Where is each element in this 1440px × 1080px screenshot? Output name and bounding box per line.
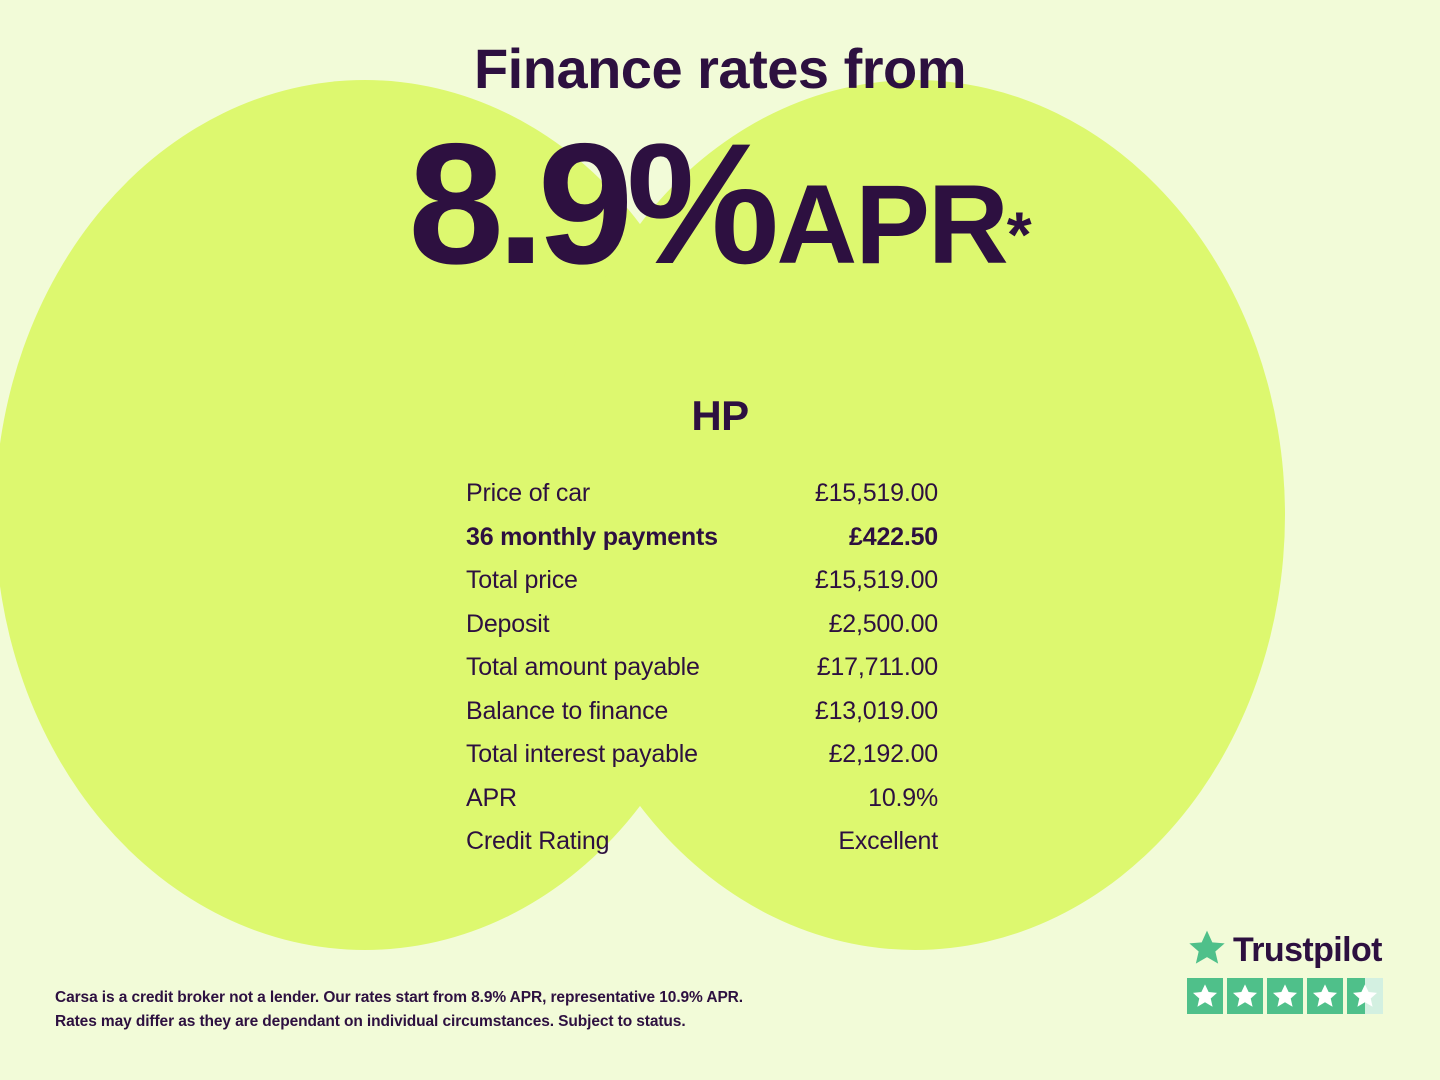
row-label: Deposit — [466, 609, 550, 638]
row-value: £2,192.00 — [828, 740, 938, 768]
table-row — [466, 820, 938, 864]
row-label: Total price — [466, 566, 578, 594]
disclaimer-line-1: Carsa is a credit broker not a lender. Our rates start from 8.9% APR, representative 10.9% APR. — [55, 989, 743, 1006]
row-value: 10.9% — [868, 783, 938, 812]
rate-value: 8.9% — [408, 108, 773, 300]
table-row — [466, 646, 938, 690]
row-value: £15,519.00 — [814, 566, 938, 594]
table-row — [466, 559, 938, 603]
table-row — [466, 603, 938, 647]
finance-details-table — [466, 472, 938, 864]
row-value: £13,019.00 — [814, 696, 938, 725]
star-icon — [1187, 978, 1223, 1014]
trustpilot-star-icon — [1187, 928, 1227, 973]
table-row — [466, 777, 938, 821]
star-icon — [1307, 978, 1343, 1014]
trustpilot-wordmark: Trustpilot — [1233, 930, 1382, 969]
rate-heading — [0, 108, 1440, 300]
row-label: Total amount payable — [466, 653, 700, 681]
table-row — [466, 733, 938, 777]
row-value: £2,500.00 — [828, 609, 938, 638]
rate-asterisk: * — [1006, 198, 1032, 271]
star-icon — [1227, 978, 1263, 1014]
row-label: APR — [466, 783, 517, 812]
trustpilot-stars — [1187, 978, 1392, 1014]
row-label: Price of car — [466, 479, 591, 507]
trustpilot-logo — [1187, 928, 1392, 972]
rate-apr-label: APR — [776, 162, 1007, 287]
row-label: 36 monthly payments — [466, 522, 718, 551]
table-row — [466, 690, 938, 734]
disclaimer-text — [55, 986, 815, 1034]
row-value: £17,711.00 — [816, 653, 938, 681]
row-label: Balance to finance — [466, 696, 669, 725]
star-half-icon — [1347, 978, 1383, 1014]
page-title: Finance rates from — [473, 37, 967, 100]
row-label: Credit Rating — [466, 827, 610, 855]
star-icon — [1267, 978, 1303, 1014]
trustpilot-rating — [1187, 928, 1392, 1014]
plan-title: HP — [691, 392, 749, 439]
row-value: £15,519.00 — [814, 479, 938, 507]
row-label: Total interest payable — [466, 740, 698, 768]
row-value: Excellent — [838, 827, 938, 855]
table-row — [466, 516, 938, 560]
disclaimer-line-2: Rates may differ as they are dependant on individual circumstances. Subject to status. — [55, 1013, 686, 1030]
table-row — [466, 472, 938, 516]
row-value: £422.50 — [849, 522, 938, 551]
